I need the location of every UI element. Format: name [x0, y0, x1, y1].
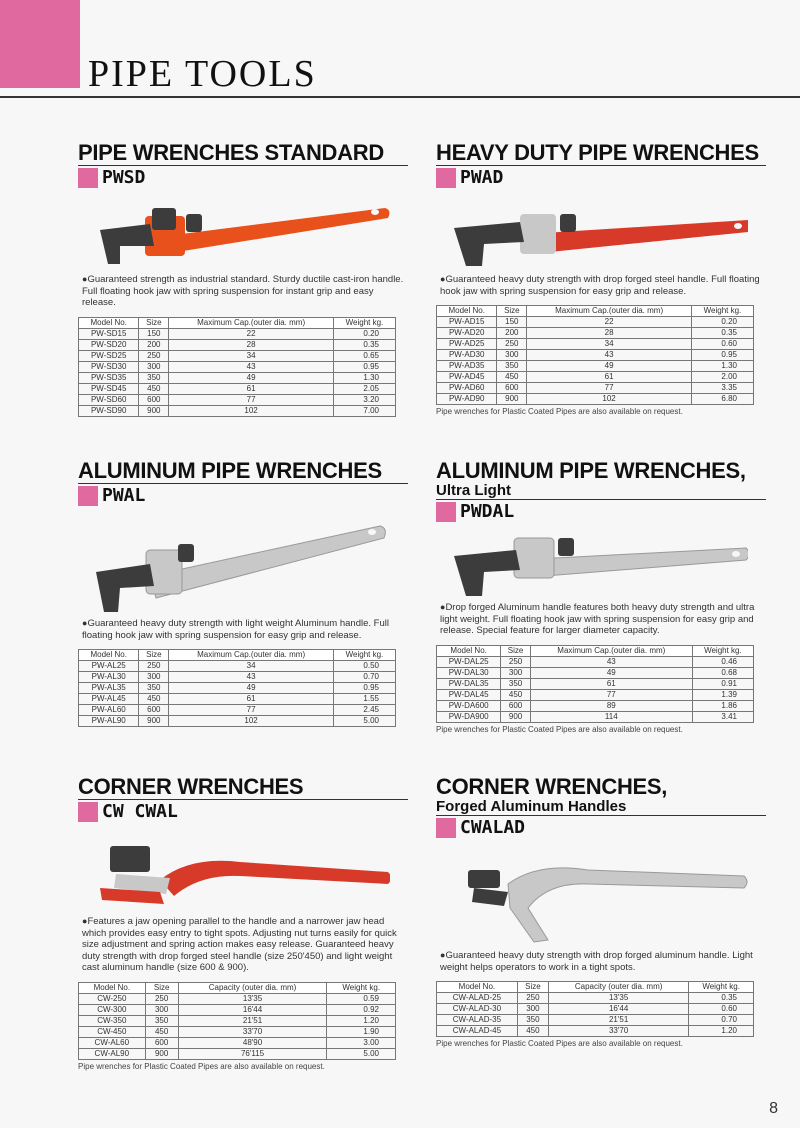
table-row: PW-AD25 250 34 0.60 — [437, 339, 754, 350]
page-title: PIPE TOOLS — [88, 53, 317, 95]
section-title: HEAVY DUTY PIPE WRENCHES — [436, 142, 766, 166]
product-code: CW CWAL — [78, 802, 408, 822]
code-marker — [78, 802, 98, 822]
page-number: 8 — [769, 1100, 778, 1117]
table-row: PW-AD35 350 49 1.30 — [437, 361, 754, 372]
section-title: CORNER WRENCHES — [78, 776, 408, 800]
section-title: PIPE WRENCHES STANDARD — [78, 142, 408, 166]
section-title: CORNER WRENCHES, — [436, 774, 668, 799]
pipe-wrench-aluminum-icon — [448, 532, 748, 596]
table-row: CW-AL60 600 48'90 3.00 — [79, 1037, 396, 1048]
code-marker — [436, 818, 456, 838]
table-row: PW-DA900 900 114 3.41 — [437, 711, 754, 722]
product-code: PWAD — [436, 168, 766, 188]
code-marker — [78, 486, 98, 506]
section-cw — [78, 776, 408, 1071]
spec-table: Model No. Size Maximum Cap.(outer dia. mm) Weight kg. PW-AL25 250 34 0.50 PW-AL30 300 43 0.70 PW-AL35 350 49 0.95 PW-AL45 450 61 1.55 PW-AL60 600 77 2.45 PW-AL90 900 102 5.00 — [78, 649, 396, 727]
description: ●Drop forged Aluminum handle features both heavy duty strength and ultra light weight. Full floating hook jaw with spring suspension for easy grip and release. Special feature for larger diameter capacity. — [440, 602, 755, 636]
pipe-wrench-orange-icon — [90, 198, 390, 268]
accent-corner — [0, 0, 80, 88]
section-pwad — [436, 142, 766, 416]
availability-note: Pipe wrenches for Plastic Coated Pipes are also available on request. — [436, 1039, 683, 1048]
table-row: PW-SD30 300 43 0.95 — [79, 361, 396, 372]
table-row: PW-DA600 600 89 1.86 — [437, 700, 754, 711]
table-row: CW-ALAD-45 450 33'70 1.20 — [437, 1026, 754, 1037]
section-title: ALUMINUM PIPE WRENCHES — [78, 460, 408, 484]
table-row: PW-SD25 250 34 0.65 — [79, 350, 396, 361]
spec-table: Model No. Size Maximum Cap.(outer dia. mm) Weight kg. PW-DAL25 250 43 0.46 PW-DAL30 300 49 0.68 PW-DAL35 350 61 0.91 PW-DAL45 450 77 1.39 PW-DA600 600 89 1.86 PW-DA900 900 114 3.41 — [436, 645, 754, 723]
table-row: PW-SD60 600 77 3.20 — [79, 394, 396, 405]
table-row: PW-DAL45 450 77 1.39 — [437, 689, 754, 700]
code-marker — [78, 168, 98, 188]
product-code: PWSD — [78, 168, 408, 188]
table-row: PW-AD20 200 28 0.35 — [437, 328, 754, 339]
spec-table: Model No. Size Capacity (outer dia. mm) Weight kg. CW-250 250 13'35 0.59 CW-300 300 16'44 0.92 CW-350 350 21'51 1.20 CW-450 450 33'70 1.90 CW-AL60 600 48'90 3.00 CW-AL90 900 76'115 5.00 — [78, 982, 396, 1060]
table-row: PW-SD90 900 102 7.00 — [79, 405, 396, 416]
table-row: PW-SD20 200 28 0.35 — [79, 339, 396, 350]
table-row: PW-AD60 600 77 3.35 — [437, 383, 754, 394]
table-row: CW-ALAD-25 250 13'35 0.35 — [437, 993, 754, 1004]
table-row: PW-AD30 300 43 0.95 — [437, 350, 754, 361]
table-row: PW-AD15 150 22 0.20 — [437, 317, 754, 328]
spec-table: Model No. Size Maximum Cap.(outer dia. mm) Weight kg. PW-AD15 150 22 0.20 PW-AD20 200 28 0.35 PW-AD25 250 34 0.60 PW-AD30 300 43 0.95 PW-AD35 350 49 1.30 PW-AD45 450 61 2.00 PW-AD60 600 77 3.35 PW-AD90 900 102 6.80 — [436, 305, 754, 405]
table-row: PW-AL30 300 43 0.70 — [79, 672, 396, 683]
table-row: PW-AL90 900 102 5.00 — [79, 716, 396, 727]
product-code: PWAL — [78, 486, 408, 506]
description: ●Guaranteed strength as industrial standard. Sturdy ductile cast-iron handle. Full floating hook jaw with spring suspension for instant grip and easy release. — [82, 274, 404, 308]
table-row: CW-AL90 900 76'115 5.00 — [79, 1048, 396, 1059]
availability-note: Pipe wrenches for Plastic Coated Pipes are also available on request. — [436, 724, 683, 734]
table-row: CW-450 450 33'70 1.90 — [79, 1026, 396, 1037]
table-row: PW-AD45 450 61 2.00 — [437, 372, 754, 383]
table-row: PW-AL35 350 49 0.95 — [79, 683, 396, 694]
table-row: PW-AD90 900 102 6.80 — [437, 394, 754, 405]
table-row: PW-AL45 450 61 1.55 — [79, 694, 396, 705]
title-divider — [0, 96, 800, 98]
pipe-wrench-aluminum-icon — [90, 516, 390, 612]
section-pwsd — [78, 142, 408, 417]
table-row: PW-SD45 450 61 2.05 — [79, 383, 396, 394]
product-code: CWALAD — [436, 818, 766, 838]
code-marker — [436, 502, 456, 522]
table-row: PW-DAL30 300 49 0.68 — [437, 667, 754, 678]
spec-table: Model No. Size Maximum Cap.(outer dia. mm) Weight kg. PW-SD15 150 22 0.20 PW-SD20 200 28 0.35 PW-SD25 250 34 0.65 PW-SD30 300 43 0.95 PW-SD35 350 49 1.30 PW-SD45 450 61 2.05 PW-SD60 600 77 3.20 PW-SD90 900 102 7.00 — [78, 317, 396, 417]
corner-wrench-aluminum-icon — [448, 848, 748, 944]
availability-note: Pipe wrenches for Plastic Coated Pipes are also available on request. — [78, 1061, 325, 1071]
table-row: CW-350 350 21'51 1.20 — [79, 1015, 396, 1026]
section-subtitle: Forged Aluminum Handles — [436, 799, 766, 816]
section-pwdal — [436, 460, 766, 734]
pipe-wrench-red-icon — [448, 198, 748, 268]
section-cwalad — [436, 776, 766, 1048]
description: ●Guaranteed heavy duty strength with light weight Aluminum handle. Full floating hook jaw with spring suspension for easy grip and release. — [82, 618, 389, 641]
corner-wrench-red-icon — [90, 832, 390, 910]
section-pwal — [78, 460, 408, 727]
table-row: PW-SD35 350 49 1.30 — [79, 372, 396, 383]
availability-note: Pipe wrenches for Plastic Coated Pipes are also available on request. — [436, 407, 683, 416]
code-marker — [436, 168, 456, 188]
description: ●Features a jaw opening parallel to the handle and a narrower jaw head which provides easy entry to tight spots. Adjusting nut turns easily for quick size adjustment and spring action makes easy release. Guaranteed heavy duty strength with drop forged steel handle (size 250'450) and light weight cast aluminum handle (size 600 & 900). — [82, 916, 397, 973]
table-row: CW-300 300 16'44 0.92 — [79, 1004, 396, 1015]
product-code: PWDAL — [436, 502, 766, 522]
description: ●Guaranteed heavy duty strength with drop forged steel handle. Full floating hook jaw with spring suspension for easy grip and release. — [440, 274, 760, 297]
spec-table: Model No. Size Capacity (outer dia. mm) Weight kg. CW-ALAD-25 250 13'35 0.35 CW-ALAD-30 300 16'44 0.60 CW-ALAD-35 350 21'51 0.70 CW-ALAD-45 450 33'70 1.20 — [436, 981, 754, 1037]
description: ●Guaranteed heavy duty strength with drop forged aluminum handle. Light weight helps operators to work in a tight spots. — [440, 950, 753, 973]
section-title: ALUMINUM PIPE WRENCHES, — [436, 458, 746, 483]
table-row: CW-ALAD-35 350 21'51 0.70 — [437, 1015, 754, 1026]
section-subtitle: Ultra Light — [436, 483, 766, 500]
table-row: CW-ALAD-30 300 16'44 0.60 — [437, 1004, 754, 1015]
table-row: PW-SD15 150 22 0.20 — [79, 328, 396, 339]
table-row: PW-AL25 250 34 0.50 — [79, 661, 396, 672]
table-row: CW-250 250 13'35 0.59 — [79, 993, 396, 1004]
table-row: PW-AL60 600 77 2.45 — [79, 705, 396, 716]
table-row: PW-DAL35 350 61 0.91 — [437, 678, 754, 689]
table-row: PW-DAL25 250 43 0.46 — [437, 656, 754, 667]
